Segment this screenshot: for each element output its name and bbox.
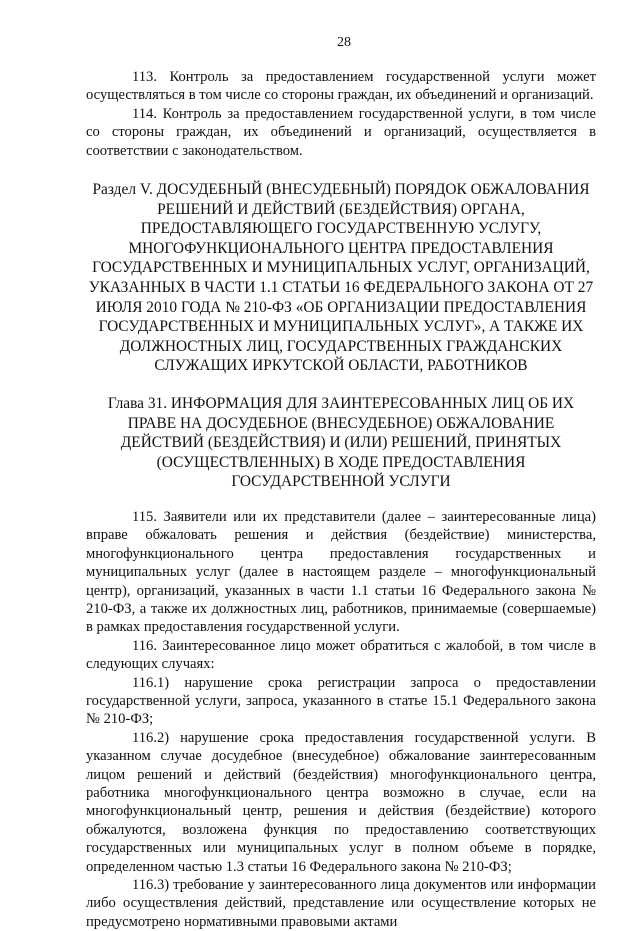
paragraph-116-3: 116.3) требование у заинтересованного лица документов или информации либо осуществления действий, представление или осуществление которых не предусмотрено нормативными правовыми актами [86,877,596,930]
paragraph-116: 116. Заинтересованное лицо может обратиться с жалобой, в том числе в следующих случаях: [86,637,596,673]
paragraph-115: 115. Заявители или их представители (далее – заинтересованные лица) вправе обжаловать решения и действия (бездействие) министерства, многофункционального центра предоставления государственных и муниципальных услуг (далее в настоящем разделе – многофункциональный центр), организаций, указанных в части 1.1 статьи 16 Федерального закона № 210-ФЗ, а также их должностных лиц, работников, принимаемые (совершаемые) в рамках предоставления государственной услуги. [86,508,596,636]
paragraph-114: 114. Контроль за предоставлением государственной услуги, в том числе со стороны граждан, их объединений и организаций, осуществляется в соответствии с законодательством. [86,105,596,159]
section-heading: Раздел V. ДОСУДЕБНЫЙ (ВНЕСУДЕБНЫЙ) ПОРЯДОК ОБЖАЛОВАНИЯ РЕШЕНИЙ И ДЕЙСТВИЙ (БЕЗДЕЙСТВИЯ) ОРГАНА, ПРЕДОСТАВЛЯЮЩЕГО ГОСУДАРСТВЕННУЮ УСЛУГУ, МНОГОФУНКЦИОНАЛЬНОГО ЦЕНТРА ПРЕДОСТАВЛЕНИЯ ГОСУДАРСТВЕННЫХ И МУНИЦИПАЛЬНЫХ УСЛУГ, ОРГАНИЗАЦИЙ, УКАЗАННЫХ В ЧАСТИ 1.1 СТАТЬИ 16 ФЕДЕРАЛЬНОГО ЗАКОНА ОТ 27 ИЮЛЯ 2010 ГОДА № 210-ФЗ «ОБ ОРГАНИЗАЦИИ ПРЕДОСТАВЛЕНИЯ ГОСУДАРСТВЕННЫХ И МУНИЦИПАЛЬНЫХ УСЛУГ», А ТАКЖЕ ИХ ДОЛЖНОСТНЫХ ЛИЦ, ГОСУДАРСТВЕННЫХ ГРАЖДАНСКИХ СЛУЖАЩИХ ИРКУТСКОЙ ОБЛАСТИ, РАБОТНИКОВ [88,181,594,375]
chapter-heading: Глава 31. ИНФОРМАЦИЯ ДЛЯ ЗАИНТЕРЕСОВАННЫХ ЛИЦ ОБ ИХ ПРАВЕ НА ДОСУДЕБНОЕ (ВНЕСУДЕБНОЕ) ОБЖАЛОВАНИЕ ДЕЙСТВИЙ (БЕЗДЕЙСТВИЯ) И (ИЛИ) РЕШЕНИЙ, ПРИНЯТЫХ (ОСУЩЕСТВЛЕННЫХ) В ХОДЕ ПРЕДОСТАВЛЕНИЯ ГОСУДАРСТВЕННОЙ УСЛУГИ [107,394,575,491]
page-number: 28 [337,35,351,50]
paragraph-113: 113. Контроль за предоставлением государственной услуги может осуществляться в том числе со стороны граждан, их объединений и организаций. [86,69,596,104]
paragraph-116-1: 116.1) нарушение срока регистрации запроса о предоставлении государственной услуги, запроса, указанного в статье 15.1 Федерального закона № 210-ФЗ; [86,674,596,728]
paragraph-116-2: 116.2) нарушение срока предоставления государственной услуги. В указанном случае досудебное (внесудебное) обжалование заинтересованным лицом решений и действий (бездействия) многофункционального центра, работника многофункционального центра возможно в случае, если на многофункциональный центр, решения и действия (бездействие) которого обжалуются, возложена функция по предоставлению соответствующих государственных или муниципальных услуг в полном объеме в порядке, определенном частью 1.3 статьи 16 Федерального закона № 210-ФЗ; [86,729,596,875]
